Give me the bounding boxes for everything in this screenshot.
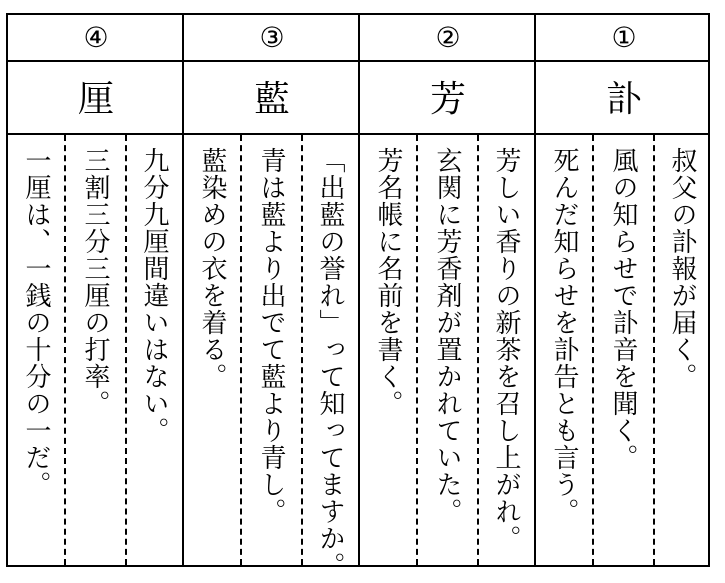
column-kanji-2: 芳 — [429, 79, 466, 120]
column-kanji-3: 藍 — [253, 79, 290, 120]
kanji-practice-sheet — [6, 13, 710, 579]
example-sentence: 九分九厘間違いはない。 — [139, 147, 169, 444]
dashed-divider — [301, 135, 303, 565]
dashed-divider — [240, 135, 242, 565]
example-sentence: 芳名帳に名前を書く。 — [373, 147, 403, 417]
column-kanji-4: 厘 — [77, 79, 114, 120]
column-number-1: ① — [611, 21, 637, 54]
dashed-divider — [416, 135, 418, 565]
column-number-3: ③ — [259, 21, 285, 54]
example-sentence: 風の知らせで訃音を聞く。 — [608, 147, 638, 471]
example-sentence: 死んだ知らせを訃告とも言う。 — [549, 147, 579, 525]
example-sentence: 三割三分三厘の打率。 — [80, 147, 110, 417]
dashed-divider — [125, 135, 127, 565]
dashed-divider — [477, 135, 479, 565]
example-sentence: 「出藍の誉れ」って知ってますか。 — [315, 147, 345, 579]
example-sentence: 叔父の訃報が届く。 — [667, 147, 697, 390]
example-sentence: 青は藍より出でて藍より青し。 — [256, 147, 286, 525]
example-sentence: 玄関に芳香剤が置かれていた。 — [432, 147, 462, 525]
dashed-divider — [64, 135, 66, 565]
column-number-4: ④ — [83, 21, 109, 54]
example-sentence: 一厘は、一銭の十分の一だ。 — [21, 147, 51, 498]
dashed-divider — [653, 135, 655, 565]
example-sentence: 芳しい香りの新茶を召し上がれ。 — [491, 147, 521, 552]
column-number-2: ② — [435, 21, 461, 54]
column-kanji-1: 訃 — [605, 79, 642, 120]
dashed-divider — [592, 135, 594, 565]
example-sentence: 藍染めの衣を着る。 — [197, 147, 227, 390]
